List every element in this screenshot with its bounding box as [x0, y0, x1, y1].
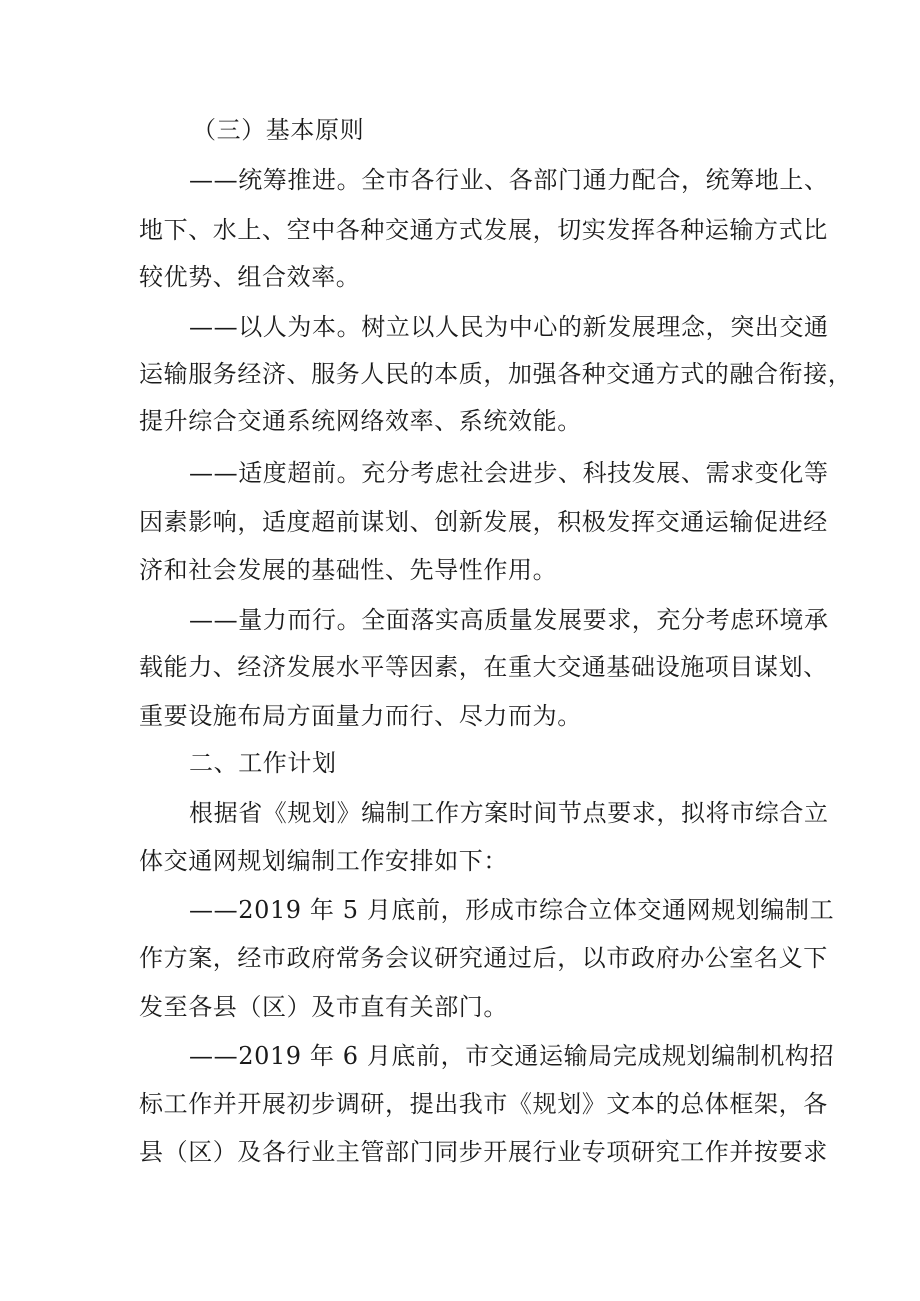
paragraph-line: ——以人为本。树立以人民为中心的新发展理念，突出交通 [189, 313, 829, 341]
paragraph-line: ——2019 年 6 月底前，市交通运输局完成规划编制机构招 [189, 1042, 835, 1070]
section-heading-work-plan: 二、工作计划 [189, 749, 337, 777]
section-heading-basic-principles: （三）基本原则 [192, 116, 365, 144]
paragraph-line: 载能力、经济发展水平等因素，在重大交通基础设施项目谋划、 [139, 653, 828, 681]
paragraph-line: ——适度超前。充分考虑社会进步、科技发展、需求变化等 [189, 459, 829, 487]
paragraph-line: 标工作并开展初步调研，提出我市《规划》文本的总体框架，各 [139, 1090, 828, 1118]
paragraph-line: 提升综合交通系统网络效率、系统效能。 [139, 407, 582, 435]
paragraph-line: 因素影响，适度超前谋划、创新发展，积极发挥交通运输促进经 [139, 508, 828, 536]
paragraph-line: 重要设施布局方面量力而行、尽力而为。 [139, 702, 582, 730]
paragraph-line: 地下、水上、空中各种交通方式发展，切实发挥各种运输方式比 [139, 216, 828, 244]
paragraph-line: ——统筹推进。全市各行业、各部门通力配合，统筹地上、 [189, 166, 829, 194]
paragraph-line: 根据省《规划》编制工作方案时间节点要求，拟将市综合立 [189, 799, 829, 827]
paragraph-line: 体交通网规划编制工作安排如下： [139, 847, 508, 875]
paragraph-line: 运输服务经济、服务人民的本质，加强各种交通方式的融合衔接， [139, 360, 853, 388]
paragraph-line: ——量力而行。全面落实高质量发展要求，充分考虑环境承 [189, 606, 829, 634]
paragraph-line: 作方案，经市政府常务会议研究通过后，以市政府办公室名义下 [139, 944, 828, 972]
paragraph-line: ——2019 年 5 月底前，形成市综合立体交通网规划编制工 [189, 896, 835, 924]
paragraph-line: 较优势、组合效率。 [139, 263, 361, 291]
paragraph-line: 济和社会发展的基础性、先导性作用。 [139, 556, 558, 584]
paragraph-line: 发至各县（区）及市直有关部门。 [139, 993, 508, 1021]
paragraph-line: 县（区）及各行业主管部门同步开展行业专项研究工作并按要求 [139, 1138, 828, 1166]
